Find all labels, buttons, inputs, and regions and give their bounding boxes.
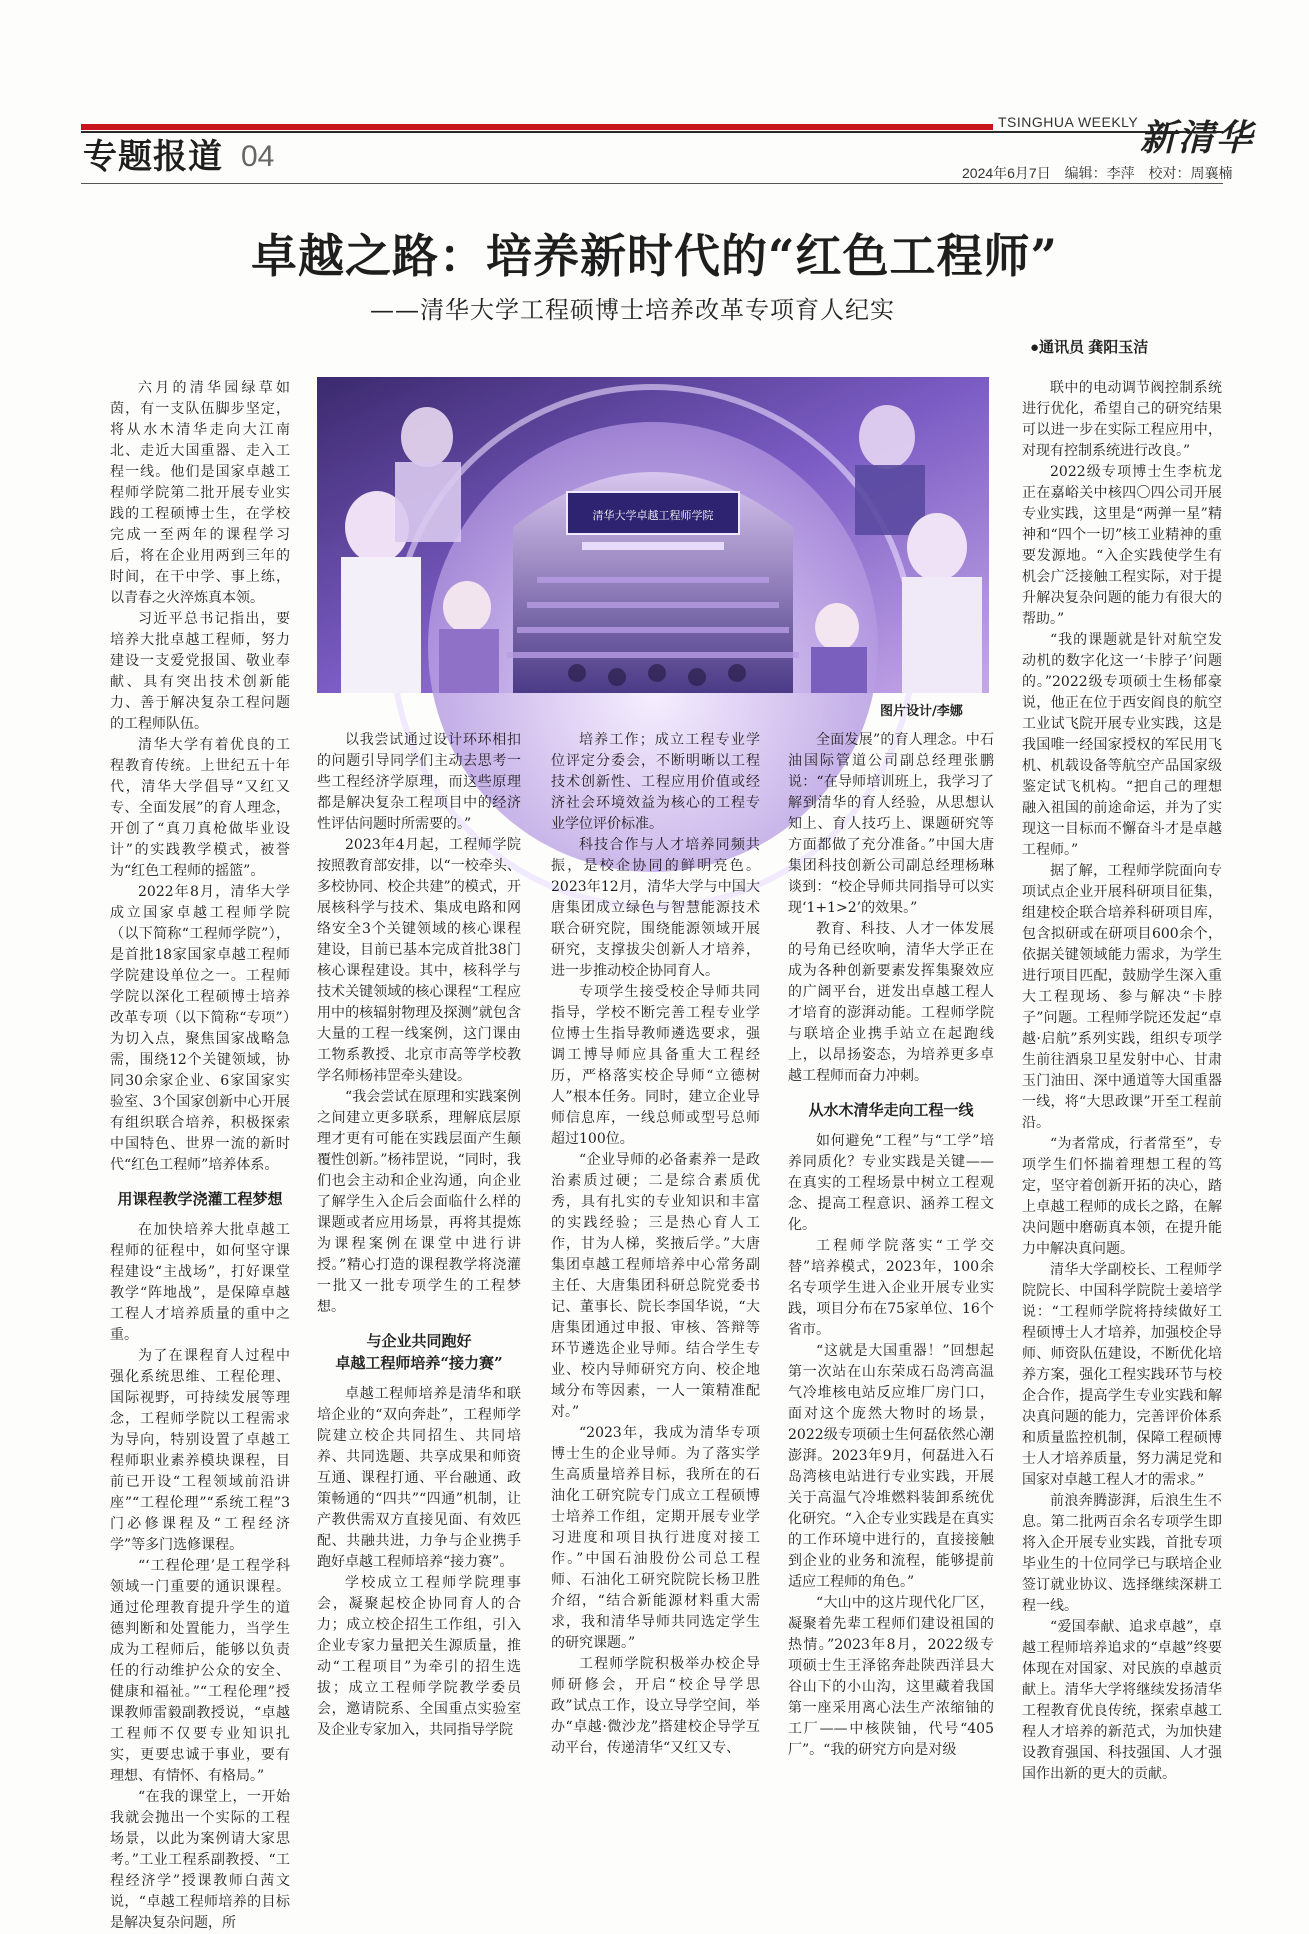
paragraph: “我会尝试在原理和实践案例之间建立更多联系，理解底层原理才更有可能在实践层面产生颠覆性创新。”杨祎罡说，“同时，我们也会主动和企业沟通，向企业了解学生入企后会面临什么样的课题或者应用场景，再将其提炼为课程案例在课堂中进行讲授。”精心打造的课程教学将浇灌一批又一批专项学生的工程梦想。 bbox=[317, 1089, 521, 1315]
header-black-rule bbox=[81, 131, 1223, 133]
paragraph: 教育、科技、人才一体发展的号角已经吹响，清华大学正在成为各种创新要素发挥集聚效应的广阔平台，迸发出卓越工程人才培育的澎湃动能。工程师学院与联培企业携手站立在起跑线上，以昂扬姿态，为培养更多卓越工程师而奋力冲刺。 bbox=[788, 921, 994, 1084]
paragraph: “大山中的这片现代化厂区，凝聚着先辈工程师们建设祖国的热情。”2023年8月，2022级专项硕士生王泽铭奔赴陕西洋县大谷山下的小山沟，这里藏着我国第一座采用离心法生产浓缩铀的工厂——中核陕铀，代号“405厂”。“我的研究方向是对级 bbox=[788, 1595, 994, 1758]
paragraph: 工程师学院落实“工学交替”培养模式，2023年，100余名专项学生进入企业开展专业实践，项目分布在75家单位、16个省市。 bbox=[788, 1238, 994, 1338]
photo-caption: 图片设计/李娜 bbox=[880, 704, 963, 719]
column-4 bbox=[788, 730, 994, 1790]
paragraph: “为者常成，行者常至”，专项学生们怀揣着理想工程的笃定，坚守着创新开拓的决心，踏上卓越工程师的成长之路，在解决问题中磨砺真本领，在提升能力中解决真问题。 bbox=[1022, 1136, 1222, 1257]
paragraph: “2023年，我成为清华专项博士生的企业导师。为了落实学生高质量培养目标，我所在的石油化工研究院专门成立工程硕博士培养工作组，定期开展专业学习进度和项目执行进度对接工作。”中国石油股份公司总工程师、石油化工研究院院长杨卫胜介绍，“结合新能源材料重大需求，我和清华导师共同选定学生的研究课题。” bbox=[551, 1425, 760, 1651]
column-3 bbox=[551, 730, 760, 1790]
paragraph: 培养工作；成立工程专业学位评定分委会，不断明晰以工程技术创新性、工程应用价值或经济社会环境效益为核心的工程专业学位评价标准。 bbox=[551, 732, 760, 832]
paragraph: 清华大学副校长、工程师学院院长、中国科学院院士姜培学说：“工程师学院将持续做好工程硕博士人才培养，加强校企导师、师资队伍建设，不断优化培养方案，强化工程实践环节与校企合作，提高学生专业实践和解决真问题的能力，完善评价体系和质量监控机制，保障工程硕博士人才培养质量，努力满足党和国家对卓越工程人才的需求。” bbox=[1022, 1262, 1222, 1488]
paragraph: 全面发展”的育人理念。中石油国际管道公司副总经理张鹏说：“在导师培训班上，我学习了解到清华的育人经验，从思想认知上、育人技巧上、课题研究等方面都做了充分准备。”中国大唐集团科技创新公司副总经理杨琳谈到：“校企导师共同指导可以实现‘1+1>2’的效果。” bbox=[788, 732, 994, 916]
paragraph: “企业导师的必备素养一是政治素质过硬；二是综合素质优秀，具有扎实的专业知识和丰富的实践经验；三是热心育人工作，甘为人梯，奖掖后学。”大唐集团卓越工程师培养中心常务副主任、大唐集团科研总院党委书记、董事长、院长李国华说，“大唐集团通过申报、审核、答辩等环节遴选企业导师。结合学生专业、校内导师研究方向、校企地域分布等因素，一人一策精准配对。” bbox=[551, 1152, 760, 1420]
photo-sign-text: 清华大学卓越工程师学院 bbox=[592, 509, 714, 522]
section-heading: 用课程教学浇灌工程梦想 bbox=[117, 1190, 283, 1208]
paragraph: 2022级专项博士生李杭龙正在嘉峪关中核四〇四公司开展专业实践，这里是“两弹一星”精神和“四个一切”核工业精神的重要发源地。“入企实践使学生有机会广泛接触工程实际，对于提升解决复杂问题的能力有很大的帮助。” bbox=[1022, 464, 1222, 627]
paragraph: “爱国奉献、追求卓越”，卓越工程师培养追求的“卓越”终要体现在对国家、对民族的卓越贡献上。清华大学将继续发扬清华工程教育优良传统，探索卓越工程人才培养的新范式，为加快建设教育强国、科技强国、人才强国作出新的更大的贡献。 bbox=[1022, 1619, 1222, 1782]
issue-info bbox=[962, 163, 1233, 183]
issue-date: 2024年6月7日 bbox=[962, 165, 1051, 181]
paragraph: 联中的电动调节阀控制系统进行优化，希望自己的研究结果可以进一步在实际工程应用中，对现有控制系统进行改良。” bbox=[1022, 380, 1222, 459]
paragraph: 习近平总书记指出，要培养大批卓越工程师，努力建设一支爱党报国、敬业奉献、具有突出技术创新能力、善于解决复杂工程问题的工程师队伍。 bbox=[110, 611, 290, 732]
masthead-logo: 新清华 bbox=[1140, 117, 1255, 159]
proofreader-credit: 校对：周襄楠 bbox=[1148, 165, 1233, 181]
article-byline: ●通讯员 龚阳玉洁 bbox=[1030, 339, 1149, 356]
paragraph: 在加快培养大批卓越工程师的征程中，如何坚守课程建设“主战场”，打好课堂教学“阵地战”，是保障卓越工程人才培养质量的重中之重。 bbox=[110, 1222, 290, 1343]
paragraph: 如何避免“工程”与“工学”培养同质化？专业实践是关键——在真实的工程场景中树立工程观念、提高工程意识、涵养工程文化。 bbox=[788, 1133, 994, 1233]
paragraph: 清华大学有着优良的工程教育传统。上世纪五十年代，清华大学倡导“又红又专、全面发展”的育人理念，开创了“真刀真枪做毕业设计”的实践教学模式，被誉为“红色工程师的摇篮”。 bbox=[110, 737, 290, 879]
paragraph: 学校成立工程师学院理事会，凝聚起校企协同育人的合力；成立校企招生工作组，引入企业专家力量把关生源质量，推动“工程项目”为牵引的招生选拔；成立工程师学院教学委员会，邀请院系、全国重点实验室及企业专家加入，共同指导学院 bbox=[317, 1575, 521, 1738]
paragraph: 卓越工程师培养是清华和联培企业的“双向奔赴”，工程师学院建立校企共同招生、共同培养、共同选题、共享成果和师资互通、课程打通、平台融通、政策畅通的“四共”“四通”机制，让产教供需双方直接见面、有效匹配、共融共进，力争与企业携手跑好卓越工程师培养“接力赛”。 bbox=[317, 1386, 521, 1570]
header-red-rule bbox=[81, 124, 993, 130]
article-photo bbox=[317, 377, 989, 693]
page-number: 04 bbox=[241, 140, 275, 173]
column-5 bbox=[1022, 378, 1222, 1790]
section-title: 专题报道 bbox=[83, 137, 223, 177]
column-1 bbox=[110, 378, 290, 1931]
paragraph: 工程师学院积极举办校企导师研修会，开启“校企导学思政”试点工作，设立导学空间，举办“卓越·微沙龙”搭建校企导学互动平台，传递清华“又红又专、 bbox=[551, 1656, 760, 1756]
paragraph: 据了解，工程师学院面向专项试点企业开展科研项目征集，组建校企联合培养科研项目库，包含拟研或在研项目600余个，依据关键领域能力需求，为学生进行项目匹配，鼓励学生深入重大工程现场、参与解决“卡脖子”问题。工程师学院还发起“卓越·启航”系列实践，组织专项学生前往酒泉卫星发射中心、甘肃玉门油田、深中通道等大国重器一线，将“大思政课”开至工程前沿。 bbox=[1022, 863, 1222, 1131]
column-2 bbox=[317, 730, 521, 1790]
section-heading: 与企业共同跑好 卓越工程师培养“接力赛” bbox=[335, 1332, 503, 1372]
paragraph: 2023年4月起，工程师学院按照教育部安排，以“一校牵头、多校协同、校企共建”的模式，开展核科学与技术、集成电路和网络安全3个关键领域的核心课程建设，目前已基本完成首批38门核心课程建设。其中，核科学与技术关键领域的核心课程“工程应用中的核辐射物理及探测”就包含大量的工程一线案例，这门课由工物系教授、北京市高等学校教学名师杨祎罡牵头建设。 bbox=[317, 837, 521, 1084]
editor-credit: 编辑：李萍 bbox=[1064, 165, 1135, 181]
paragraph: 为了在课程育人过程中强化系统思维、工程伦理、国际视野，可持续发展等理念，工程师学院以工程需求为导向，特别设置了卓越工程师职业素养模块课程，目前已开设“工程领域前沿讲座”“工程伦理”“系统工程”3门必修课程及“工程经济学”等多门选修课程。 bbox=[110, 1348, 290, 1553]
paragraph: 专项学生接受校企导师共同指导，学校不断完善工程专业学位博士生指导教师遴选要求，强调工博导师应具备重大工程经历，严格落实校企导师“立德树人”根本任务。同时，建立企业导师信息库，一线总师或型号总师超过100位。 bbox=[551, 984, 760, 1147]
paragraph: 科技合作与人才培养同频共振，是校企协同的鲜明亮色。2023年12月，清华大学与中国大唐集团成立绿色与智慧能源技术联合研究院，围绕能源领域开展研究，支撑拔尖创新人才培养，进一步推动校企协同育人。 bbox=[551, 837, 760, 979]
masthead-english: TSINGHUA WEEKLY bbox=[998, 114, 1139, 130]
header-thin-rule bbox=[81, 183, 1223, 184]
paragraph: 六月的清华园绿草如茵，有一支队伍脚步坚定，将从水木清华走向大江南北、走近大国重器、走入工程一线。他们是国家卓越工程师学院第二批开展专业实践的工程硕博士生，在学校完成一至两年的课程学习后，将在企业用两到三年的时间，在干中学、事上练，以青春之火淬炼真本领。 bbox=[110, 380, 290, 606]
article-title: 卓越之路：培养新时代的“红色工程师” bbox=[251, 229, 1058, 283]
article-subtitle: ——清华大学工程硕博士培养改革专项育人纪实 bbox=[370, 296, 895, 324]
photo-collage-illustration bbox=[317, 377, 989, 693]
paragraph: “我的课题就是针对航空发动机的数字化这一‘卡脖子’问题的。”2022级专项硕士生杨郁豪说，他正在位于西安阎良的航空工业试飞院开展专业实践，这是我国唯一经国家授权的军民用飞机、机载设备等航空产品国家级鉴定试飞机构。“把自己的理想融入祖国的前途命运，并为了实现这一目标而不懈奋斗才是卓越工程师。” bbox=[1022, 632, 1222, 858]
paragraph: 前浪奔腾澎湃，后浪生生不息。第二批两百余名专项学生即将入企开展专业实践，首批专项毕业生的十位同学已与联培企业签订就业协议、选择继续深耕工程一线。 bbox=[1022, 1493, 1222, 1614]
paragraph: “在我的课堂上，一开始我就会抛出一个实际的工程场景，以此为案例请大家思考。”工业工程系副教授、“工程经济学”授课教师白茜文说，“卓越工程师培养的目标是解决复杂问题，所 bbox=[110, 1789, 290, 1931]
paragraph: “‘工程伦理’是工程学科领域一门重要的通识课程。通过伦理教育提升学生的道德判断和处置能力，当学生成为工程师后，能够以负责任的行动维护公众的安全、健康和福祉。”“工程伦理”授课教师雷毅副教授说，“卓越工程师不仅要专业知识扎实，更要忠诚于事业，要有理想、有情怀、有格局。” bbox=[110, 1558, 290, 1784]
paragraph: 以我尝试通过设计环环相扣的问题引导同学们主动去思考一些工程经济学原理，而这些原理都是解决复杂工程项目中的经济性评估问题时所需要的。” bbox=[317, 732, 521, 832]
section-heading: 从水木清华走向工程一线 bbox=[808, 1101, 974, 1119]
paragraph: “这就是大国重器！”回想起第一次站在山东荣成石岛湾高温气冷堆核电站反应堆厂房门口，面对这个庞然大物时的场景，2022级专项硕士生何磊依然心潮澎湃。2023年9月，何磊进入石岛湾核电站进行专业实践，开展关于高温气冷堆燃料装卸系统优化研究。“入企专业实践是在真实的工作环境中进行的，直接接触到企业的业务和流程，能够提前适应工程师的角色。” bbox=[788, 1343, 994, 1590]
paragraph: 2022年8月，清华大学成立国家卓越工程师学院（以下简称“工程师学院”），是首批18家国家卓越工程师学院建设单位之一。工程师学院以深化工程硕博士培养改革专项（以下简称“专项”）为切入点，聚焦国家战略急需，围绕12个关键领域，协同30余家企业、6家国家实验室、3个国家创新中心开展有组织联合培养，积极探索中国特色、世界一流的新时代“红色工程师”培养体系。 bbox=[110, 884, 290, 1173]
